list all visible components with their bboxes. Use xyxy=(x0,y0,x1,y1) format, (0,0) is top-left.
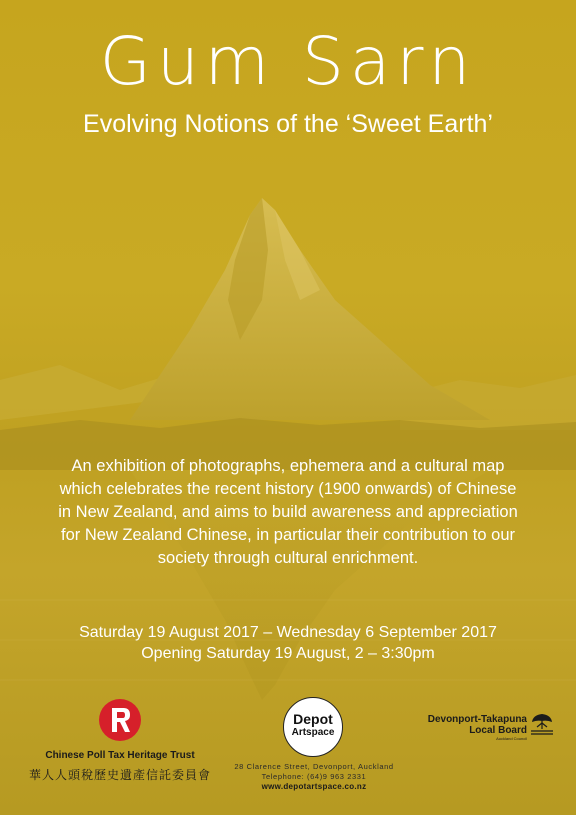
pohutukawa-tree-icon xyxy=(529,712,555,736)
venue-telephone: Telephone: (64)9 963 2331 xyxy=(261,772,367,781)
local-board-line1: Devonport-Takapuna xyxy=(427,714,527,725)
local-board-line2: Local Board xyxy=(469,725,527,736)
exhibition-subtitle: Evolving Notions of the ‘Sweet Earth’ xyxy=(83,110,493,138)
local-board-name xyxy=(428,714,527,741)
exhibition-description: An exhibition of photographs, ephemera and a cultural map which celebrates the recent history (1900 onwards) of Chinese in New Zealand, and aims to build awareness and appreciation for New Zealand Chinese, in particular their contribution to our society through cultural enrichment. xyxy=(58,457,518,567)
exhibition-opening: Opening Saturday 19 August, 2 – 3:30pm xyxy=(141,645,435,662)
trust-sponsor xyxy=(20,698,220,783)
venue-address-block xyxy=(225,762,403,792)
local-board-council: Auckland Council xyxy=(496,736,527,741)
depot-logo-line2: Artspace xyxy=(291,727,335,738)
red-r-logo-icon xyxy=(98,698,142,742)
depot-artspace-logo xyxy=(283,697,343,757)
venue-website: www.depotartspace.co.nz xyxy=(261,782,367,791)
exhibition-dates-block xyxy=(20,622,556,664)
exhibition-date-range: Saturday 19 August 2017 – Wednesday 6 September 2017 xyxy=(79,624,497,641)
trust-name-chinese: 華人人頭稅歷史遺產信託委員會 xyxy=(28,768,211,782)
trust-name: Chinese Poll Tax Heritage Trust xyxy=(45,750,195,761)
venue-address: 28 Clarence Street, Devonport, Auckland xyxy=(234,762,394,771)
exhibition-title: Gum Sarn xyxy=(99,23,477,100)
depot-logo-line1: Depot xyxy=(293,711,333,727)
